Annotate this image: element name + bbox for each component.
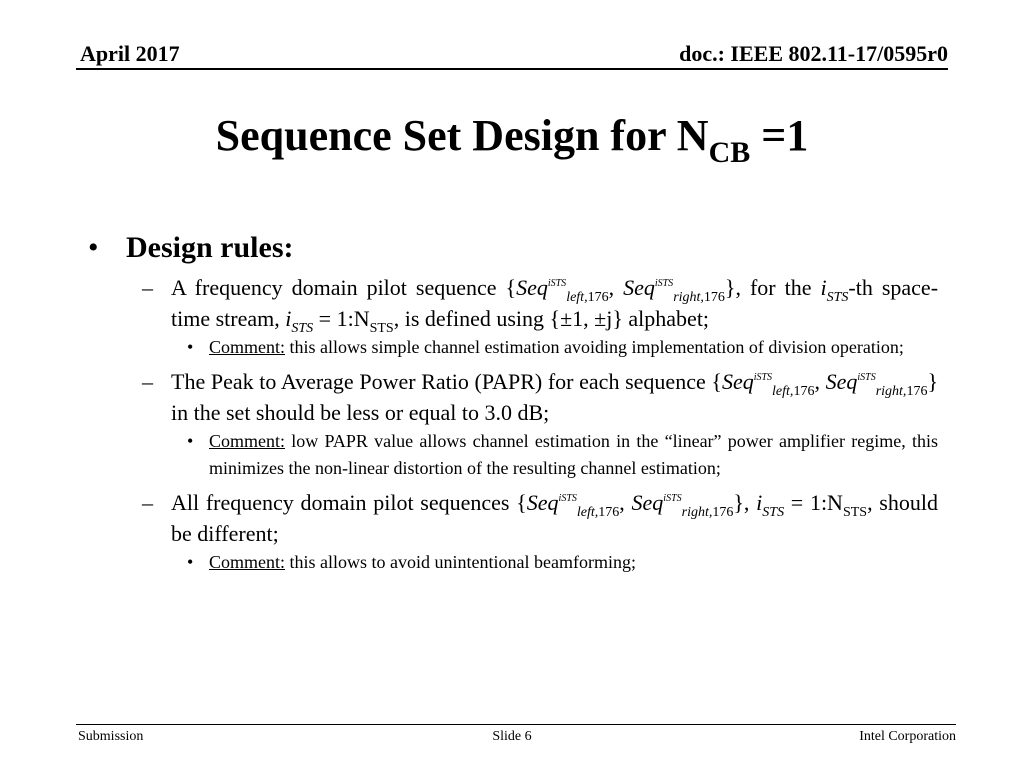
seq-symbol: Seq <box>623 275 655 300</box>
rule-2-text-2: } in the set should be less or equal to 3.0 dB; <box>171 369 938 425</box>
sup-sts: STS <box>666 493 682 504</box>
sub-sts <box>827 290 849 305</box>
sub-left <box>577 505 619 520</box>
i-symbol: i <box>756 490 763 515</box>
bullet-marker: • <box>88 231 99 264</box>
sup-i: i <box>753 372 757 383</box>
comma: , <box>814 369 826 394</box>
dash-marker: – <box>142 490 153 515</box>
sub-176: 176 <box>587 290 609 305</box>
rule-1-text-3: -th space-time stream, <box>171 275 939 331</box>
bullet-marker: • <box>187 552 194 572</box>
comment-text: this allows to avoid unintentional beamforming; <box>285 552 636 572</box>
rule-1 <box>142 272 939 336</box>
sub-176: 176 <box>712 505 734 520</box>
sub-left <box>772 384 814 399</box>
rule-3-text-2: }, <box>733 490 757 515</box>
rule-1-text: A frequency domain pilot sequence { <box>171 275 517 300</box>
sup-i: i <box>547 278 551 289</box>
sup-sts: STS <box>860 372 876 383</box>
sub-right-text: right, <box>681 505 713 520</box>
sup-i: i <box>857 372 861 383</box>
rule-2-comment <box>187 428 938 482</box>
seq-symbol: Seq <box>526 490 559 515</box>
i-symbol: i <box>285 306 292 331</box>
seq-symbol: Seq <box>631 490 664 515</box>
sup-istsr <box>655 278 673 289</box>
rule-1-text-4: = 1:N <box>313 306 370 331</box>
rule-3 <box>142 487 938 549</box>
sup-sts: STS <box>550 278 567 289</box>
title-subscript: CB <box>708 136 751 169</box>
rule-3-text-4: , should be different; <box>171 490 938 546</box>
sub-left-text: left, <box>566 290 588 305</box>
rule-3-text-3: = 1:N <box>784 490 843 515</box>
sub-right <box>682 505 734 520</box>
header-date: April 2017 <box>80 41 180 66</box>
sub-sts-upright: STS <box>369 321 394 336</box>
sts-italic: STS <box>291 321 314 336</box>
footer-company: Intel Corporation <box>859 729 956 744</box>
sts-italic: STS <box>762 505 785 520</box>
sub-176: 176 <box>703 290 725 305</box>
sub-right <box>673 290 725 305</box>
sts-italic: STS <box>826 290 849 305</box>
sub-176: 176 <box>793 384 815 399</box>
rule-3-text: All frequency domain pilot sequences { <box>171 490 527 515</box>
sub-right <box>876 384 928 399</box>
rule-3-comment <box>187 549 938 576</box>
rule-2 <box>142 366 938 428</box>
footer-divider <box>76 724 956 725</box>
i-symbol: i <box>820 275 827 300</box>
rule-1-text-2: }, for the <box>724 275 821 300</box>
header-doc-id: doc.: IEEE 802.11-17/0595r0 <box>679 41 948 66</box>
rule-1-comment <box>187 334 938 361</box>
comment-label: Comment: <box>209 337 285 357</box>
comment-label: Comment: <box>209 431 285 451</box>
sub-176: 176 <box>598 505 620 520</box>
bullet-heading <box>80 230 938 266</box>
seq-symbol: Seq <box>721 369 754 394</box>
seq-symbol: Seq <box>825 369 858 394</box>
sup-istsl <box>548 278 566 289</box>
sub-sts-upright: STS <box>842 505 868 520</box>
sub-sts <box>762 505 784 520</box>
rule-2-text: The Peak to Average Power Ratio (PAPR) for each sequence { <box>171 369 722 394</box>
sup-istsr <box>857 372 875 383</box>
footer-slide-number: Slide 6 <box>492 729 532 744</box>
heading-text: Design rules: <box>126 231 294 264</box>
bullet-marker: • <box>187 337 194 357</box>
sub-right-text: right, <box>673 290 704 305</box>
sub-176: 176 <box>906 384 928 399</box>
footer-submission: Submission <box>78 729 144 744</box>
dash-marker: – <box>142 275 153 300</box>
header-divider <box>76 68 948 70</box>
rule-1-text-5: , is defined using {±1, ±j} alphabet; <box>393 306 710 331</box>
slide-title <box>0 110 1024 171</box>
comment-label: Comment: <box>209 552 285 572</box>
slide-content <box>80 230 938 576</box>
seq-symbol: Seq <box>516 275 548 300</box>
sub-left-text: left, <box>576 505 599 520</box>
sup-istsl <box>559 493 577 504</box>
sub-left-text: left, <box>772 384 794 399</box>
bullet-marker: • <box>187 431 194 451</box>
comma: , <box>619 490 632 515</box>
sup-sts: STS <box>561 493 577 504</box>
sup-istsr <box>663 493 681 504</box>
dash-marker: – <box>142 369 153 394</box>
title-main: Sequence Set Design for N <box>215 111 709 160</box>
title-suffix: =1 <box>750 111 809 160</box>
sup-i: i <box>654 278 658 289</box>
sup-istsl <box>754 372 772 383</box>
comment-text: low PAPR value allows channel estimation in the “linear” power amplifier regime, this minimizes the non-linear distortion of the resulting channel estimation; <box>209 431 938 478</box>
sub-right-text: right, <box>875 384 907 399</box>
sup-sts: STS <box>657 278 674 289</box>
sup-i: i <box>558 493 562 504</box>
comment-text: this allows simple channel estimation avoiding implementation of division operation; <box>285 337 904 357</box>
sup-sts: STS <box>756 372 773 383</box>
sub-left <box>566 290 608 305</box>
comma: , <box>608 275 624 300</box>
sup-i: i <box>663 493 667 504</box>
